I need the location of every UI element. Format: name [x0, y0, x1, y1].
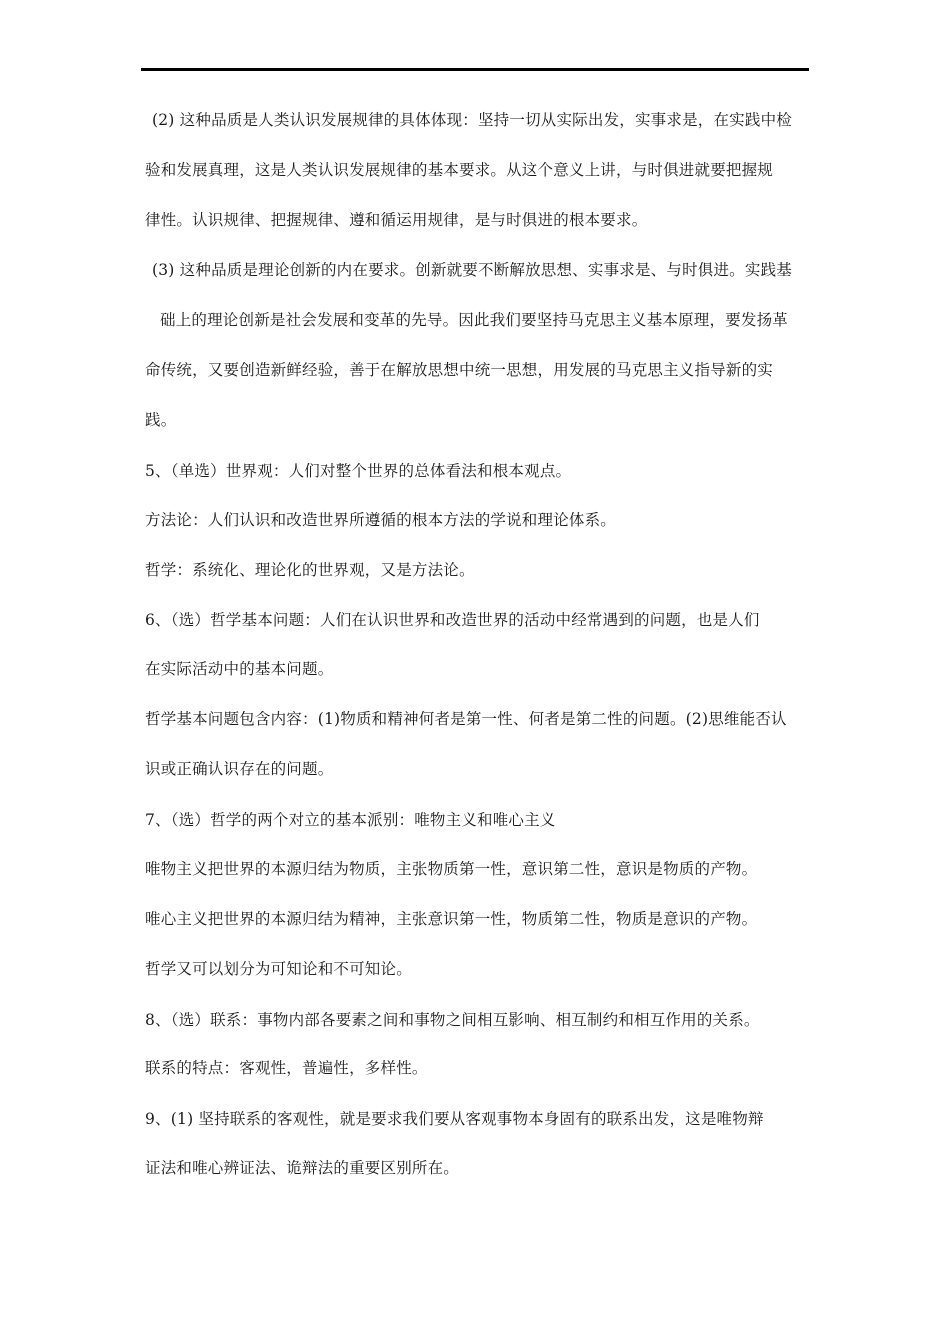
text-line: (2) 这种品质是人类认识发展规律的具体体现：坚持一切从实际出发，实事求是，在实践中检 [152, 111, 792, 129]
text-line: (3) 这种品质是理论创新的内在要求。创新就要不断解放思想、实事求是、与时俱进。实践基 [152, 261, 792, 279]
text-line: 唯物主义把世界的本源归结为物质，主张物质第一性，意识第二性，意识是物质的产物。 [145, 860, 758, 878]
text-line: 哲学：系统化、理论化的世界观，又是方法论。 [145, 561, 475, 579]
text-line: 践。 [145, 411, 177, 429]
section-heading: 9、(1) 坚持联系的客观性，就是要求我们要从客观事物本身固有的联系出发，这是唯物辩 [145, 1110, 764, 1128]
text-line: 命传统，又要创造新鲜经验，善于在解放思想中统一思想，用发展的马克思主义指导新的实 [145, 361, 774, 379]
section-heading: 7、（选）哲学的两个对立的基本派别：唯物主义和唯心主义 [145, 811, 556, 829]
text-line: 哲学基本问题包含内容：(1)物质和精神何者是第一性、何者是第二性的问题。(2)思维能否认 [145, 710, 787, 728]
text-line: 在实际活动中的基本问题。 [145, 660, 334, 678]
text-line: 础上的理论创新是社会发展和变革的先导。因此我们要坚持马克思主义基本原理，要发扬革 [160, 311, 789, 329]
header-rule [141, 68, 809, 71]
text-line: 识或正确认识存在的问题。 [145, 760, 334, 778]
text-line: 唯心主义把世界的本源归结为精神，主张意识第一性，物质第二性，物质是意识的产物。 [145, 910, 758, 928]
text-line: 哲学又可以划分为可知论和不可知论。 [145, 960, 412, 978]
section-heading: 6、（选）哲学基本问题：人们在认识世界和改造世界的活动中经常遇到的问题，也是人们 [145, 611, 760, 629]
text-line: 方法论：人们认识和改造世界所遵循的根本方法的学说和理论体系。 [145, 511, 617, 529]
text-line: 证法和唯心辨证法、诡辩法的重要区别所在。 [145, 1159, 460, 1177]
text-line: 验和发展真理，这是人类认识发展规律的基本要求。从这个意义上讲，与时俱进就要把握规 [145, 161, 774, 179]
text-line: 律性。认识规律、把握规律、遵和循运用规律，是与时俱进的根本要求。 [145, 211, 648, 229]
section-heading: 5、（单选）世界观：人们对整个世界的总体看法和根本观点。 [145, 462, 572, 480]
text-line: 联系的特点：客观性，普遍性，多样性。 [145, 1059, 428, 1077]
section-heading: 8、（选）联系：事物内部各要素之间和事物之间相互影响、相互制约和相互作用的关系。 [145, 1011, 760, 1029]
